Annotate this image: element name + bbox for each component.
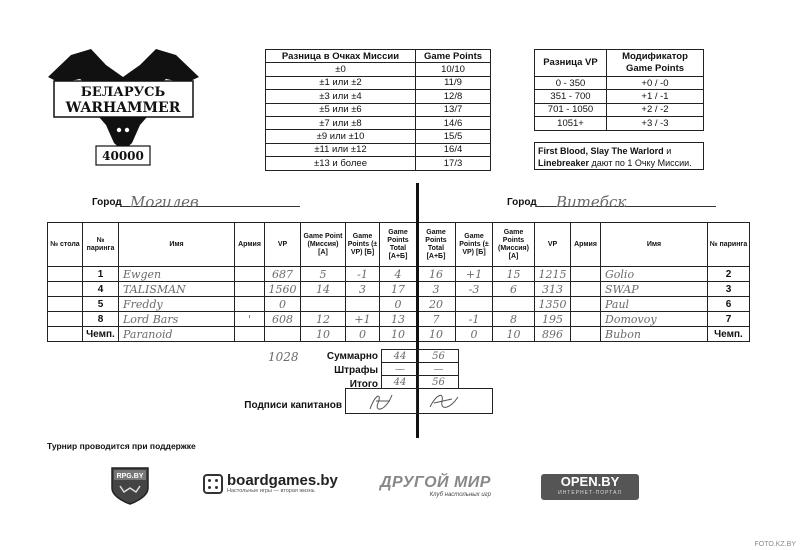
cell-pair: 1	[83, 267, 119, 282]
cell-table-no[interactable]	[48, 267, 83, 282]
cell-pair-right: 7	[708, 312, 750, 327]
table-row	[382, 363, 459, 376]
cell-pair-right: 3	[708, 282, 750, 297]
header-gp-mission-right: Game Points (Миссия) [А]	[493, 223, 535, 267]
mission-gp: 17/3	[416, 157, 491, 170]
cell-army-right[interactable]	[571, 282, 601, 297]
vp-range: 0 - 350	[535, 77, 607, 90]
rpg-logo	[108, 462, 152, 506]
vp-mod: +3 / -3	[607, 117, 704, 130]
city-left-field[interactable]	[120, 193, 300, 211]
header-gp-total-right: Game Points Total [А+Б]	[417, 223, 456, 267]
table-row	[266, 76, 491, 89]
cell-army[interactable]: '	[235, 312, 265, 327]
summary-penalty-left[interactable]: —	[382, 363, 419, 376]
cell-total-right[interactable]: 3	[417, 282, 456, 297]
cell-army[interactable]	[235, 327, 265, 342]
vp-mod: +0 / -0	[607, 77, 704, 90]
header-table-no: № стола	[48, 223, 83, 267]
cell-vp[interactable]: 0	[265, 297, 301, 312]
table-row	[266, 103, 491, 116]
cell-pair: 5	[83, 297, 119, 312]
header-gp-vp: Game Points (± VP) [Б]	[346, 223, 380, 267]
cell-army-right[interactable]	[571, 297, 601, 312]
dice-icon	[203, 474, 223, 494]
drugoy-mir-sub: Клуб настольных игр	[429, 492, 491, 498]
cell-table-no[interactable]	[48, 327, 83, 342]
mission-header-diff: Разница в Очках Миссии	[266, 50, 416, 63]
cell-name[interactable]: Lord Bars	[119, 312, 235, 327]
table-row	[48, 297, 750, 312]
summary-total-left[interactable]: 44	[382, 350, 419, 363]
drugoy-mir-text: ДРУГОЙ МИР	[380, 474, 491, 491]
cell-vp-mod-right[interactable]: -1	[456, 312, 493, 327]
summary-label-penalty: Штрафы	[334, 365, 378, 376]
vp-total-left: 1028	[268, 350, 299, 364]
cell-vp-mod-right[interactable]: 0	[456, 327, 493, 342]
cell-mission-right[interactable]: 15	[493, 267, 535, 282]
city-left-value: Могилев	[130, 193, 199, 211]
logo-line2: WARHAMMER	[65, 100, 181, 116]
cell-vp-right[interactable]: 195	[535, 312, 571, 327]
cell-name[interactable]: TALISMAN	[119, 282, 235, 297]
table-row	[382, 376, 459, 389]
table-row	[266, 130, 491, 143]
table-row	[48, 282, 750, 297]
signature-marks	[346, 389, 492, 413]
sign-label: Подписи капитанов	[244, 400, 342, 411]
table-row	[535, 90, 704, 103]
bonus-mid: и	[663, 146, 672, 156]
mission-gp: 13/7	[416, 103, 491, 116]
cell-name-right[interactable]: Golio	[601, 267, 708, 282]
header-pair-no: № паринга	[83, 223, 119, 267]
cell-army[interactable]	[235, 267, 265, 282]
cell-total[interactable]: 13	[380, 312, 417, 327]
header-gp-total: Game Points Total [А+Б]	[380, 223, 417, 267]
cell-total-right[interactable]: 10	[417, 327, 456, 342]
cell-vp-right[interactable]: 1350	[535, 297, 571, 312]
cell-army-right[interactable]	[571, 267, 601, 282]
cell-name-right[interactable]: Bubon	[601, 327, 708, 342]
cell-mission-right[interactable]: 6	[493, 282, 535, 297]
cell-mission[interactable]: 12	[301, 312, 346, 327]
cell-total[interactable]: 10	[380, 327, 417, 342]
pairing-table	[47, 222, 750, 342]
mission-diff: ±0	[266, 63, 416, 76]
header-gp-mission: Game Point (Миссия) [А]	[301, 223, 346, 267]
cell-army[interactable]	[235, 297, 265, 312]
cell-pair: 4	[83, 282, 119, 297]
header-name: Имя	[119, 223, 235, 267]
header-name-right: Имя	[601, 223, 708, 267]
table-row	[266, 90, 491, 103]
boardgames-text: boardgames.by	[227, 472, 338, 489]
mission-diff: ±1 или ±2	[266, 76, 416, 89]
cell-vp[interactable]: 608	[265, 312, 301, 327]
cell-mission-right[interactable]: 10	[493, 327, 535, 342]
cell-name-right[interactable]: Paul	[601, 297, 708, 312]
summary-table	[381, 349, 459, 389]
mission-diff: ±7 или ±8	[266, 116, 416, 129]
openby-logo	[541, 474, 639, 500]
cell-name-right[interactable]: SWAP	[601, 282, 708, 297]
cell-name[interactable]: Paranoid	[119, 327, 235, 342]
mission-gp: 10/10	[416, 63, 491, 76]
cell-vp-right[interactable]: 313	[535, 282, 571, 297]
rpg-shield-icon	[108, 462, 152, 506]
mission-diff: ±5 или ±6	[266, 103, 416, 116]
table-row	[266, 157, 491, 170]
cell-table-no[interactable]	[48, 312, 83, 327]
cell-vp-mod-right[interactable]: -3	[456, 282, 493, 297]
bonus-rest: дают по 1 Очку Миссии.	[589, 158, 692, 168]
summary-label-result: Итого	[349, 379, 378, 390]
table-row	[48, 267, 750, 282]
mission-points-table	[265, 49, 491, 171]
header-gp-vp-right: Game Points (± VP) [Б]	[456, 223, 493, 267]
bonus-bold2: Linebreaker	[538, 158, 590, 168]
signature-box[interactable]	[345, 388, 493, 414]
cell-mission-right[interactable]	[493, 297, 535, 312]
cell-vp-right[interactable]: 1215	[535, 267, 571, 282]
cell-total-right[interactable]: 7	[417, 312, 456, 327]
cell-vp-mod[interactable]: -1	[346, 267, 380, 282]
city-right-value: Витебск	[556, 193, 627, 211]
cell-total[interactable]: 17	[380, 282, 417, 297]
table-row	[266, 116, 491, 129]
city-left-label: Город	[92, 197, 122, 208]
vp-range: 351 - 700	[535, 90, 607, 103]
table-row	[48, 327, 750, 342]
summary-penalty-right[interactable]: —	[419, 363, 459, 376]
logo-line3: 40000	[102, 149, 144, 163]
mission-gp: 15/5	[416, 130, 491, 143]
boardgames-logo	[203, 473, 338, 494]
header-pair-no-right: № паринга	[708, 223, 750, 267]
skull-eagle-icon	[46, 47, 201, 169]
vp-header-mod: Модификатор Game Points	[607, 50, 704, 77]
cell-vp[interactable]: 687	[265, 267, 301, 282]
vp-header-diff: Разница VP	[535, 50, 607, 77]
summary-result-left[interactable]: 44	[382, 376, 419, 389]
boardgames-sub: Настольные игры — вторая жизнь	[227, 488, 315, 494]
table-row	[266, 143, 491, 156]
cell-mission[interactable]: 5	[301, 267, 346, 282]
header-army: Армия	[235, 223, 265, 267]
table-row	[535, 103, 704, 116]
mission-gp: 12/8	[416, 90, 491, 103]
mission-header-gp: Game Points	[416, 50, 491, 63]
cell-pair: 8	[83, 312, 119, 327]
mission-diff: ±13 и более	[266, 157, 416, 170]
cell-mission[interactable]: 14	[301, 282, 346, 297]
signature-divider	[416, 388, 417, 414]
cell-vp-mod-right[interactable]: +1	[456, 267, 493, 282]
sponsors-label: Турнир проводится при поддержке	[47, 441, 196, 451]
cell-mission[interactable]	[301, 297, 346, 312]
cell-total[interactable]: 0	[380, 297, 417, 312]
cell-name-right[interactable]: Domovoy	[601, 312, 708, 327]
rpg-logo-text: RPG.BY	[116, 473, 144, 480]
cell-pair: Чемп.	[83, 327, 119, 342]
logo	[46, 47, 201, 169]
summary-result-right[interactable]: 56	[419, 376, 459, 389]
cell-mission[interactable]: 10	[301, 327, 346, 342]
cell-vp-right[interactable]: 896	[535, 327, 571, 342]
table-row	[382, 350, 459, 363]
watermark: FOTO.KZ.BY	[754, 541, 796, 548]
bonus-bold: First Blood, Slay The Warlord	[538, 146, 664, 156]
cell-vp-mod-right[interactable]	[456, 297, 493, 312]
mission-diff: ±11 или ±12	[266, 143, 416, 156]
city-right-label: Город	[507, 197, 537, 208]
city-right-field[interactable]	[536, 193, 716, 211]
cell-table-no[interactable]	[48, 297, 83, 312]
logo-line1: БЕЛАРУСЬ	[80, 85, 166, 100]
cell-army-right[interactable]	[571, 312, 601, 327]
vp-mod: +1 / -1	[607, 90, 704, 103]
mission-gp: 11/9	[416, 76, 491, 89]
mission-diff: ±9 или ±10	[266, 130, 416, 143]
cell-total[interactable]: 4	[380, 267, 417, 282]
vp-modifier-table	[534, 49, 704, 131]
table-row	[535, 117, 704, 130]
summary-label-total: Суммарно	[326, 351, 378, 362]
mission-diff: ±3 или ±4	[266, 90, 416, 103]
cell-name[interactable]: Ewgen	[119, 267, 235, 282]
cell-vp-mod[interactable]: +1	[346, 312, 380, 327]
openby-text: OPEN.BY	[560, 474, 620, 489]
vp-range: 1051+	[535, 117, 607, 130]
cell-vp-mod[interactable]	[346, 297, 380, 312]
cell-vp[interactable]: 1560	[265, 282, 301, 297]
table-row	[266, 63, 491, 76]
cell-pair-right: 6	[708, 297, 750, 312]
mission-gp: 14/6	[416, 116, 491, 129]
bonus-note	[534, 142, 704, 170]
summary-total-right[interactable]: 56	[419, 350, 459, 363]
cell-total-right[interactable]: 16	[417, 267, 456, 282]
cell-table-no[interactable]	[48, 282, 83, 297]
table-row	[48, 312, 750, 327]
cell-name[interactable]: Freddy	[119, 297, 235, 312]
cell-army-right[interactable]	[571, 327, 601, 342]
cell-total-right[interactable]: 20	[417, 297, 456, 312]
vp-range: 701 - 1050	[535, 103, 607, 116]
header-army-right: Армия	[571, 223, 601, 267]
table-row	[535, 77, 704, 90]
cell-vp-mod[interactable]: 0	[346, 327, 380, 342]
cell-vp[interactable]	[265, 327, 301, 342]
openby-sub: ИНТЕРНЕТ-ПОРТАЛ	[558, 490, 622, 496]
cell-pair-right: 2	[708, 267, 750, 282]
drugoy-mir-logo	[380, 474, 491, 498]
cell-pair-right: Чемп.	[708, 327, 750, 342]
mission-gp: 16/4	[416, 143, 491, 156]
cell-mission-right[interactable]: 8	[493, 312, 535, 327]
vp-mod: +2 / -2	[607, 103, 704, 116]
header-vp-right: VP	[535, 223, 571, 267]
cell-army[interactable]	[235, 282, 265, 297]
cell-vp-mod[interactable]: 3	[346, 282, 380, 297]
header-vp: VP	[265, 223, 301, 267]
